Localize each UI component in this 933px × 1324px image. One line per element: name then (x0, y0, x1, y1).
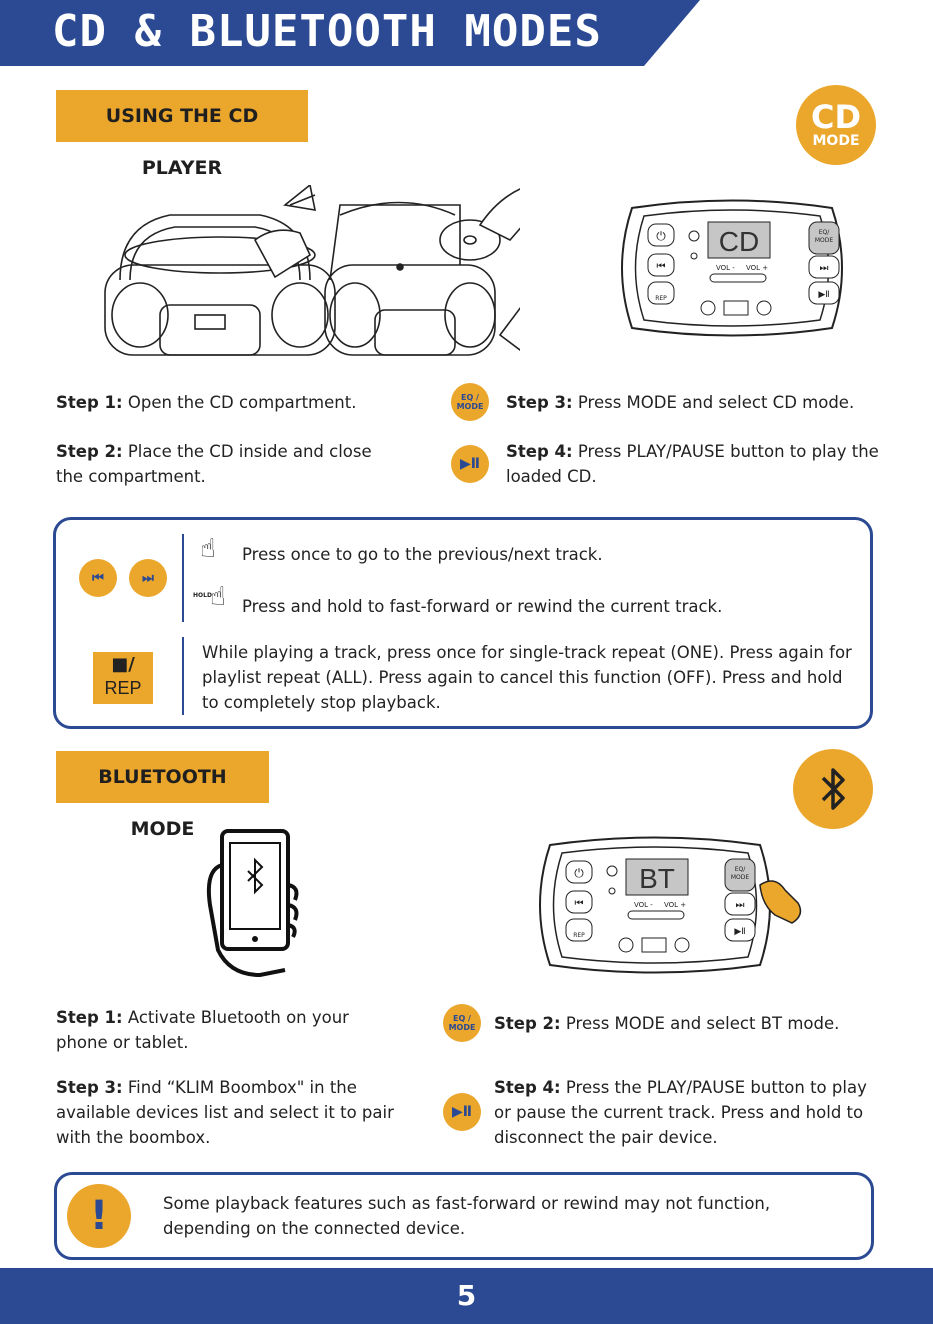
step-label: Step 4: (506, 442, 573, 461)
press-hold-text: Press and hold to fast-forward or rewind the current track. (242, 597, 723, 616)
step-label: Step 1: (56, 1008, 123, 1027)
hold-label: HOLD (193, 592, 212, 599)
svg-text:▶Ⅱ: ▶Ⅱ (734, 927, 746, 937)
eq-label-bottom: MODE (448, 1023, 476, 1032)
step-label: Step 3: (506, 393, 573, 412)
svg-text:EQ/: EQ/ (734, 866, 746, 873)
bt-step-1 (56, 1005, 401, 1055)
bt-step-2 (494, 1011, 884, 1036)
cd-section-tag: USING THE CD PLAYER (56, 90, 308, 142)
bt-section-tag: BLUETOOTH MODE (56, 751, 269, 803)
svg-text:⏮: ⏮ (574, 898, 584, 909)
svg-text:EQ/: EQ/ (818, 229, 830, 236)
play-pause-icon: ▶Ⅱ (443, 1093, 481, 1131)
bt-step-4 (494, 1075, 884, 1150)
cd-mode-badge (796, 85, 876, 165)
step-text: Place the CD inside and close the compartment. (56, 442, 372, 486)
phone-illustration (200, 825, 310, 985)
hold-hand-icon: ☝ (210, 582, 226, 612)
repeat-text: While playing a track, press once for single-track repeat (ONE). Press again for playlist repeat (ALL). Press again to cancel this function (OFF). Press and hold to completely stop playback. (202, 643, 852, 712)
svg-text:MODE: MODE (730, 874, 750, 881)
cd-step-4 (506, 439, 886, 489)
svg-text:⏮: ⏮ (656, 261, 666, 272)
boombox-insert-step (325, 185, 520, 355)
cd-badge-top: CD (810, 98, 862, 136)
cd-panel-rep: REP (655, 295, 667, 302)
cd-step-1 (56, 390, 416, 415)
repeat-stop-icon: ■/ REP (93, 652, 153, 704)
step-label: Step 2: (494, 1014, 561, 1033)
svg-text:VOL +: VOL + (664, 901, 687, 909)
divider (182, 637, 184, 715)
divider (182, 534, 184, 622)
bt-step-3 (56, 1075, 401, 1150)
cd-badge-bottom: MODE (812, 133, 860, 149)
step-text: Find “KLIM Boombox" in the available devices list and select it to pair with the boombox. (56, 1078, 394, 1147)
step-text: Press MODE and select BT mode. (565, 1014, 840, 1033)
cd-step-2 (56, 439, 386, 489)
step-text: Press the PLAY/PAUSE button to play or pause the current track. Press and hold to disconnect the pair device. (494, 1078, 867, 1147)
step-label: Step 2: (56, 442, 123, 461)
svg-text:⏭: ⏭ (735, 900, 745, 911)
eq-label-top: EQ / (453, 1014, 471, 1023)
svg-text:MODE: MODE (814, 237, 834, 244)
svg-text:VOL -: VOL - (634, 901, 653, 909)
bt-panel-rep: REP (573, 932, 585, 939)
svg-text:⏻: ⏻ (574, 866, 584, 880)
note-text: Some playback features such as fast-forward or rewind may not function, depending on the connected device. (163, 1194, 771, 1238)
bt-lcd-text: BT (639, 863, 675, 894)
boombox-illustrations (100, 185, 520, 360)
bluetooth-badge (793, 749, 873, 829)
svg-text:VOL +: VOL + (746, 264, 769, 272)
svg-text:⏻: ⏻ (656, 229, 666, 243)
cd-step-3 (506, 390, 886, 415)
previous-track-icon: ⏮ (79, 559, 117, 597)
boombox-open-step (105, 185, 335, 355)
bluetooth-icon (815, 764, 851, 814)
step-text: Press MODE and select CD mode. (577, 393, 855, 412)
warning-icon: ! (67, 1184, 131, 1248)
next-track-icon: ⏭ (129, 559, 167, 597)
step-label: Step 3: (56, 1078, 123, 1097)
page-title: CD & BLUETOOTH MODES (52, 6, 602, 57)
cd-control-panel (612, 198, 852, 338)
eq-mode-icon (443, 1004, 481, 1042)
cd-lcd-text: CD (718, 226, 760, 257)
step-text: Activate Bluetooth on your phone or tablet. (56, 1008, 349, 1052)
svg-text:⏭: ⏭ (819, 263, 829, 274)
eq-label-bottom: MODE (456, 402, 484, 411)
play-pause-icon: ▶Ⅱ (451, 445, 489, 483)
step-text: Press PLAY/PAUSE button to play the loaded CD. (506, 442, 879, 486)
press-once-text: Press once to go to the previous/next track. (242, 545, 603, 564)
tap-hand-icon: ☝ (200, 534, 216, 564)
step-label: Step 4: (494, 1078, 561, 1097)
eq-mode-icon (451, 383, 489, 421)
bt-control-panel (530, 835, 810, 980)
step-text: Open the CD compartment. (127, 393, 357, 412)
step-label: Step 1: (56, 393, 123, 412)
rep-label: REP (104, 678, 142, 698)
page-number: 5 (456, 1279, 477, 1312)
svg-text:▶Ⅱ: ▶Ⅱ (818, 290, 830, 300)
svg-text:VOL -: VOL - (716, 264, 735, 272)
eq-label-top: EQ / (461, 393, 479, 402)
